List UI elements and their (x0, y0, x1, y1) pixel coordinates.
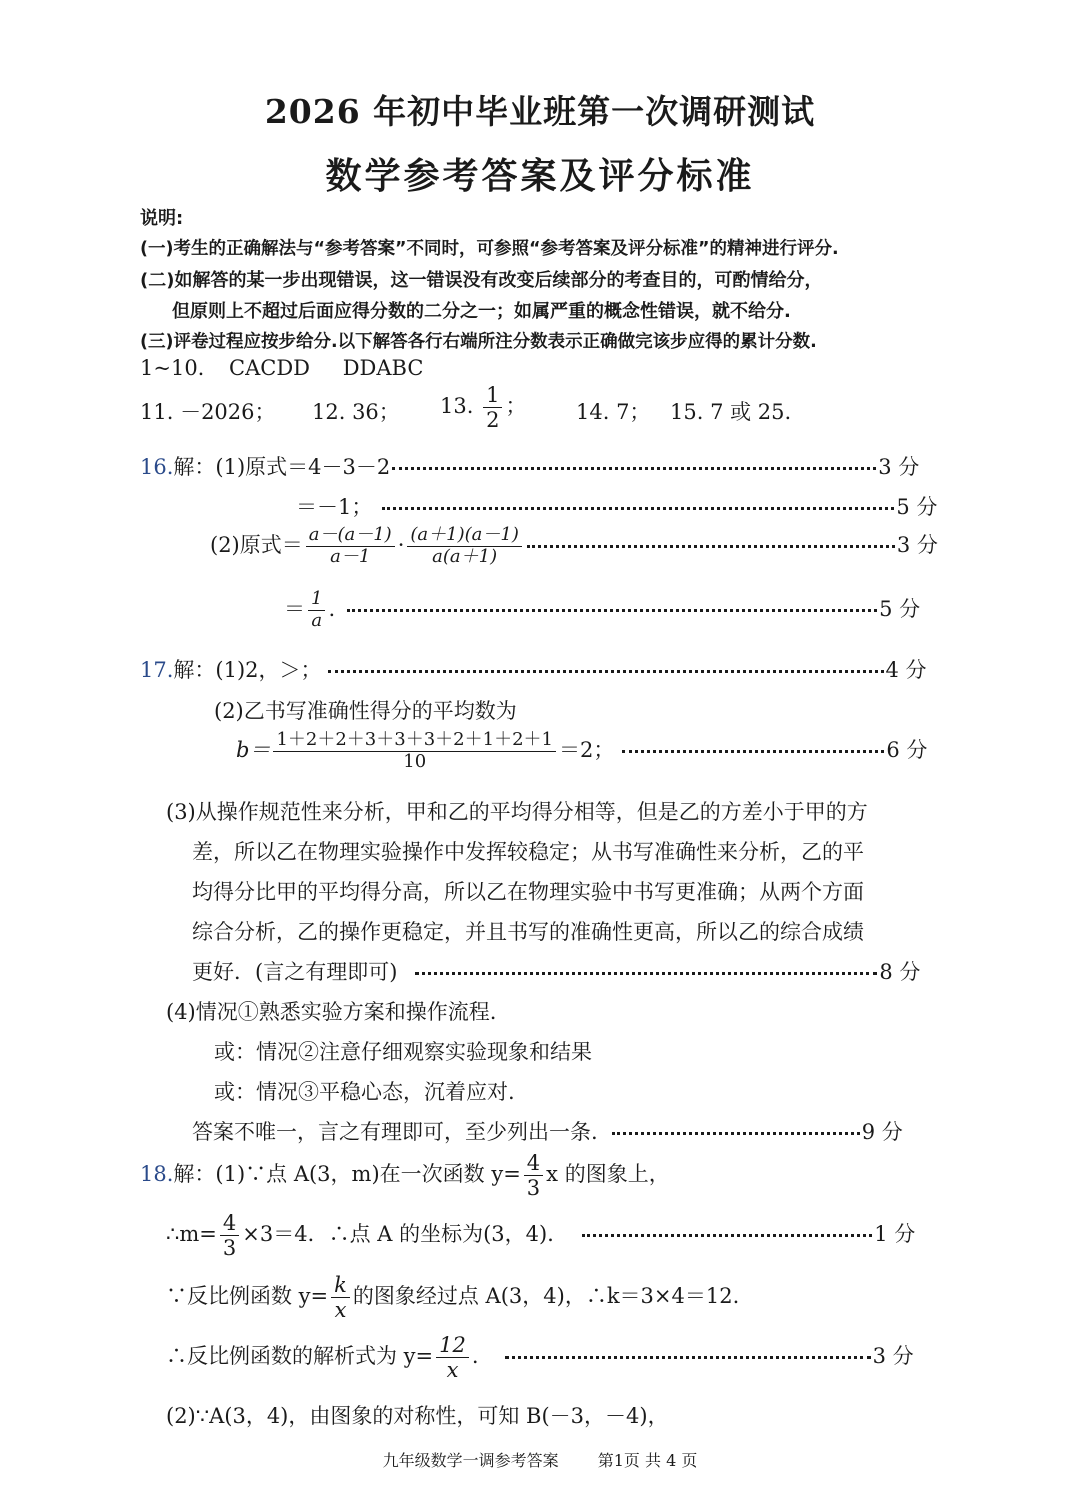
q17-p4-3: 或：情况③平稳心态，沉着应对. (214, 1080, 515, 1104)
a13-end: ； (505, 394, 527, 419)
q17-p3-2: 差，所以乙在物理实验操作中发挥较稳定；从书写准确性来分析，乙的平 (192, 840, 864, 864)
q16-score-4: 5 分 (879, 596, 921, 621)
q18-line-1 (140, 1152, 670, 1199)
q17-line-b (236, 731, 927, 772)
leader-dots (415, 972, 877, 975)
q17-b-num: 1＋2＋2＋3＋3＋3＋2＋1＋2＋1 (273, 731, 556, 752)
q18-l1-pre: (1)∵点 A(3，m)在一次函数 y= (215, 1162, 521, 1187)
q16-frac-2 (407, 526, 521, 567)
q18-l4-num: 12 (436, 1334, 469, 1358)
leader-dots (328, 670, 884, 673)
q16-dot: · (397, 532, 405, 557)
q17-p3-4: 综合分析，乙的操作更稳定，并且书写的准确性更高，所以乙的综合成绩 (192, 920, 864, 944)
q18-score-1: 1 分 (874, 1222, 916, 1247)
q18-l4-pre: ∴反比例函数的解析式为 y= (166, 1344, 434, 1369)
q17-line-2: (2)乙书写准确性得分的平均数为 (214, 699, 517, 723)
note-1: (一)考生的正确解法与“参考答案”不同时，可参照“参考答案及评分标准”的精神进行评分. (140, 239, 839, 259)
q16-line-4 (284, 590, 920, 631)
q18-l3-post: 的图象经过点 A(3，4)，∴k＝3×4＝12. (352, 1284, 740, 1309)
q16-f3-num: 1 (308, 590, 325, 611)
q16-frac-1 (306, 526, 395, 567)
q16-l1: (1)原式＝4－3－2 (215, 455, 391, 479)
q18-l4-fraction (436, 1334, 469, 1381)
q17-b-end: ＝2； (558, 737, 615, 762)
q17-score-2: 6 分 (886, 737, 928, 762)
fill-a11: 11. －2026； (140, 400, 276, 424)
q18-l2-num: 4 (220, 1212, 239, 1236)
q18-number: 18. (140, 1162, 174, 1187)
q18-l2-den: 3 (222, 1236, 237, 1261)
q17-p3-1: (3)从操作规范性来分析，甲和乙的平均得分相等，但是乙的方差小于甲的方 (166, 800, 868, 824)
q18-l1-num: 4 (524, 1152, 543, 1176)
q16-frac-3 (308, 590, 325, 631)
q16-f2-den: a(a＋1) (432, 545, 498, 567)
a13-label: 13. (440, 394, 474, 419)
leader-dots (582, 1234, 872, 1237)
choice-range: 1~10. (140, 356, 205, 380)
q16-f2-num: (a＋1)(a－1) (407, 526, 521, 547)
q18-l4-den: x (446, 1358, 459, 1383)
fill-a14: 14. 7； (576, 400, 651, 424)
leader-dots (612, 1132, 860, 1135)
q18-line-4 (166, 1334, 914, 1381)
q17-b-den: 10 (403, 750, 427, 772)
q18-l4-post: . (471, 1344, 479, 1369)
q18-l2-pre: ∴m= (166, 1222, 217, 1247)
q17-p4-2: 或：情况②注意仔细观察实验现象和结果 (214, 1040, 592, 1064)
title-line-2: 数学参考答案及评分标准 (325, 155, 755, 197)
leader-dots (347, 609, 877, 612)
a13-den: 2 (486, 408, 500, 433)
q18-l3-fraction (331, 1274, 350, 1321)
footer-right: 第1页 共 4 页 (597, 1451, 698, 1470)
q18-l3-pre: ∵反比例函数 y= (166, 1284, 329, 1309)
q16-l2: ＝－1； (296, 495, 373, 519)
q17-p4-4-line (192, 1116, 903, 1146)
q16-line-2 (296, 491, 937, 521)
q16-score-1: 3 分 (878, 455, 920, 479)
q18-l3-num: k (331, 1274, 350, 1298)
q18-l2-post: ×3＝4．∴点 A 的坐标为(3，4)． (242, 1222, 569, 1247)
q17-l1: (1)2，＞； (215, 658, 322, 682)
q18-l1-den: 3 (526, 1176, 541, 1201)
q16-solve: 解： (173, 455, 216, 479)
leader-dots (622, 750, 884, 753)
q16-line-3 (210, 526, 938, 567)
q17-p3-5: 更好．(言之有理即可) (192, 960, 398, 984)
q16-f1-num: a－(a－1) (306, 526, 395, 547)
q17-b-pre: b＝ (236, 737, 271, 762)
q17-b-fraction (273, 731, 556, 772)
q16-line-1 (140, 451, 919, 481)
q17-p3-3: 均得分比甲的平均得分高，所以乙在物理实验中书写更准确；从两个方面 (192, 880, 864, 904)
page-footer (0, 1448, 1080, 1471)
leader-dots (392, 467, 876, 470)
note-2: (二)如解答的某一步出现错误，这一错误没有改变后续部分的考查目的，可酌情给分， (140, 270, 823, 291)
notes-heading: 说明: (140, 208, 184, 229)
q16-score-2: 5 分 (896, 495, 938, 519)
leader-dots (505, 1356, 871, 1359)
choice-group-2: DDABC (342, 356, 424, 380)
q16-f1-den: a－1 (330, 545, 371, 567)
q17-p3-5-line (192, 956, 920, 986)
footer-left: 九年级数学一调参考答案 (382, 1451, 559, 1470)
q17-score-1: 4 分 (885, 658, 927, 682)
q18-line-3 (166, 1274, 739, 1321)
q18-solve: 解： (173, 1162, 216, 1187)
q17-solve: 解： (173, 658, 216, 682)
a13-fraction (483, 384, 502, 431)
q16-score-3: 3 分 (896, 532, 938, 557)
q16-f3-den: a (311, 609, 323, 631)
choice-group-1: CACDD (229, 356, 311, 380)
q16-number: 16. (140, 455, 174, 479)
q17-p4-1: (4)情况①熟悉实验方案和操作流程. (166, 1000, 497, 1024)
fill-a13 (440, 384, 526, 431)
note-3: (三)评卷过程应按步给分.以下解答各行右端所注分数表示正确做完该步应得的累计分数. (140, 332, 817, 352)
q18-l1-post: x 的图象上， (546, 1162, 670, 1187)
q17-score-3: 8 分 (879, 960, 921, 984)
q17-p4-4: 答案不唯一，言之有理即可，至少列出一条. (192, 1120, 598, 1144)
q18-l2-fraction (220, 1212, 239, 1259)
q18-line-2 (166, 1212, 915, 1259)
choice-answers (140, 356, 423, 380)
q16-l4-end: . (328, 596, 336, 621)
title-line-1: 2026 年初中毕业班第一次调研测试 (264, 92, 816, 131)
fill-a12: 12. 36； (312, 400, 400, 424)
note-2b: 但原则上不超过后面应得分数的二分之一；如属严重的概念性错误，就不给分. (172, 301, 791, 322)
q18-l1-fraction (524, 1152, 543, 1199)
q18-l3-den: x (334, 1298, 347, 1323)
q18-line-5: (2)∵A(3，4)，由图象的对称性，可知 B(－3，－4)， (166, 1404, 669, 1428)
q17-number: 17. (140, 658, 174, 682)
a13-num: 1 (483, 384, 502, 408)
q17-line-1 (140, 654, 927, 684)
q16-l4-pre: ＝ (284, 596, 305, 621)
leader-dots (527, 545, 895, 548)
leader-dots (382, 507, 894, 510)
q18-score-2: 3 分 (872, 1344, 914, 1369)
q16-l3-pre: (2)原式＝ (210, 532, 303, 557)
q17-score-4: 9 分 (861, 1120, 903, 1144)
fill-a15: 15. 7 或 25. (670, 400, 792, 424)
